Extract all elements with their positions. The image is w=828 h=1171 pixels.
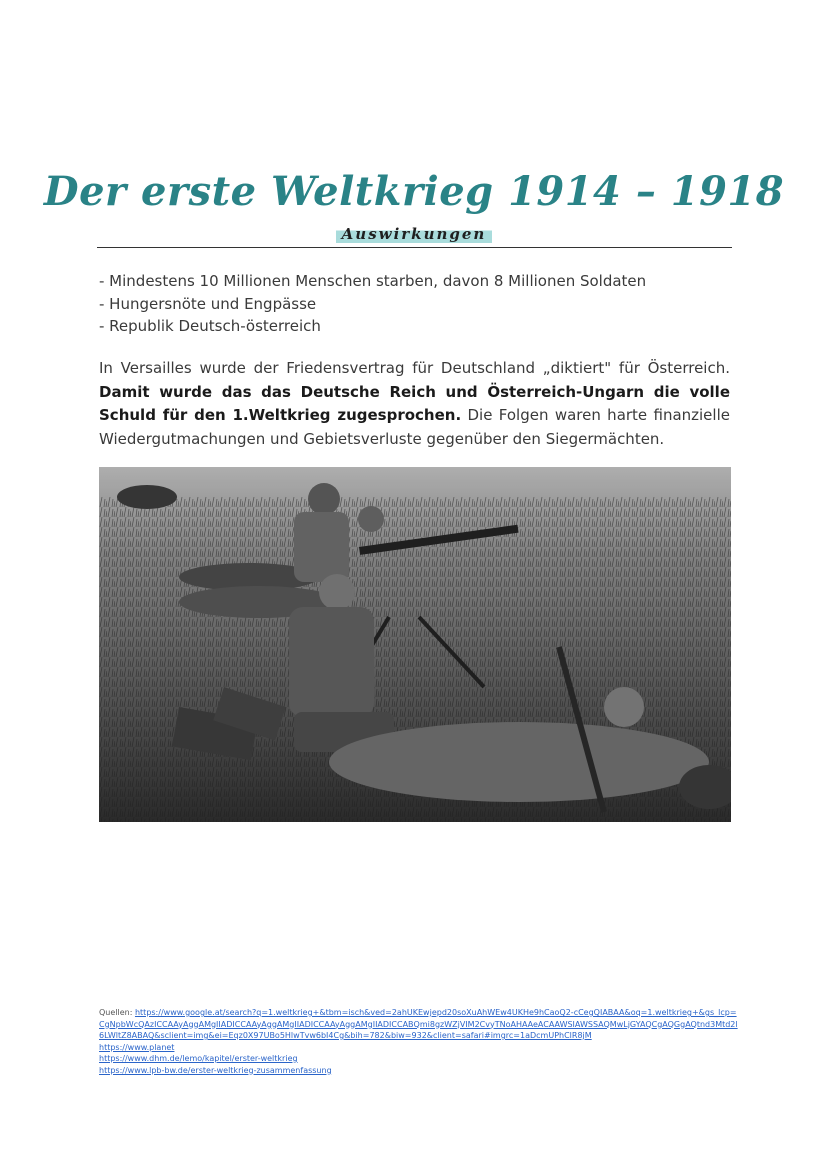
versailles-paragraph xyxy=(99,357,730,451)
sources-section xyxy=(99,1007,739,1076)
source-line-1 xyxy=(99,1007,739,1042)
bullet-list xyxy=(99,270,729,338)
paragraph-text-3: Die Folgen waren harte finanzielle Wiedergutmachungen und Gebietsverluste gegenüber den Siegermächten. xyxy=(99,406,730,448)
bullet-item: - Hungersnöte und Engpässe xyxy=(99,294,317,313)
page-title: Der erste Weltkrieg 1914 – 1918 xyxy=(43,168,785,215)
subtitle-container xyxy=(0,224,828,243)
photo-illustration-icon xyxy=(99,467,731,822)
bullet-item: - Republik Deutsch-österreich xyxy=(99,317,321,335)
title-divider xyxy=(97,247,732,248)
soldiers-photo xyxy=(99,467,731,822)
source-link[interactable]: https://www.planet xyxy=(99,1042,175,1052)
sources-label: Quellen: xyxy=(99,1008,133,1017)
paragraph-text-1: In Versailles wurde der Friedensvertrag für Deutschland „diktiert" für Österreich. xyxy=(99,359,730,377)
source-link[interactable]: https://www.google.at/search?q=1.weltkrieg+&tbm=isch&ved=2ahUKEwjepd20soXuAhWEw4UKHe9hCaoQ2-cCegQIABAA&oq=1.weltkrieg+&gs_lcp=CgNpbWcQAzICCAAyAggAMgIIADICCAAyAggAMgIIADICCAAyAggAMgIIADICCABQmi8gzWZjVIM2CvyTNoAHAAeACAAWSIAWSSAQMwLjGYAQCgAQGgAQtnd3Mtd2l6LWltZ8ABAQ&sclient=img&ei=Eqz0X97UBo5HlwTvw6bI4Cg&bih=782&biw=932&client=safari#imgrc=1aDcmUPhClR8jM xyxy=(99,1008,738,1040)
page-subtitle: Auswirkungen xyxy=(336,224,493,243)
bullet-item: - Mindestens 10 Millionen Menschen starben, davon 8 Millionen Soldaten xyxy=(99,272,647,290)
source-link[interactable]: https://www.dhm.de/lemo/kapitel/erster-weltkrieg xyxy=(99,1054,298,1063)
paragraph-text-bold: Damit wurde das das Deutsche Reich und Österreich-Ungarn die volle Schuld für den 1.Weltkrieg zugesprochen. xyxy=(99,382,730,424)
source-link[interactable]: https://www.lpb-bw.de/erster-weltkrieg-zusammenfassung xyxy=(99,1065,332,1075)
